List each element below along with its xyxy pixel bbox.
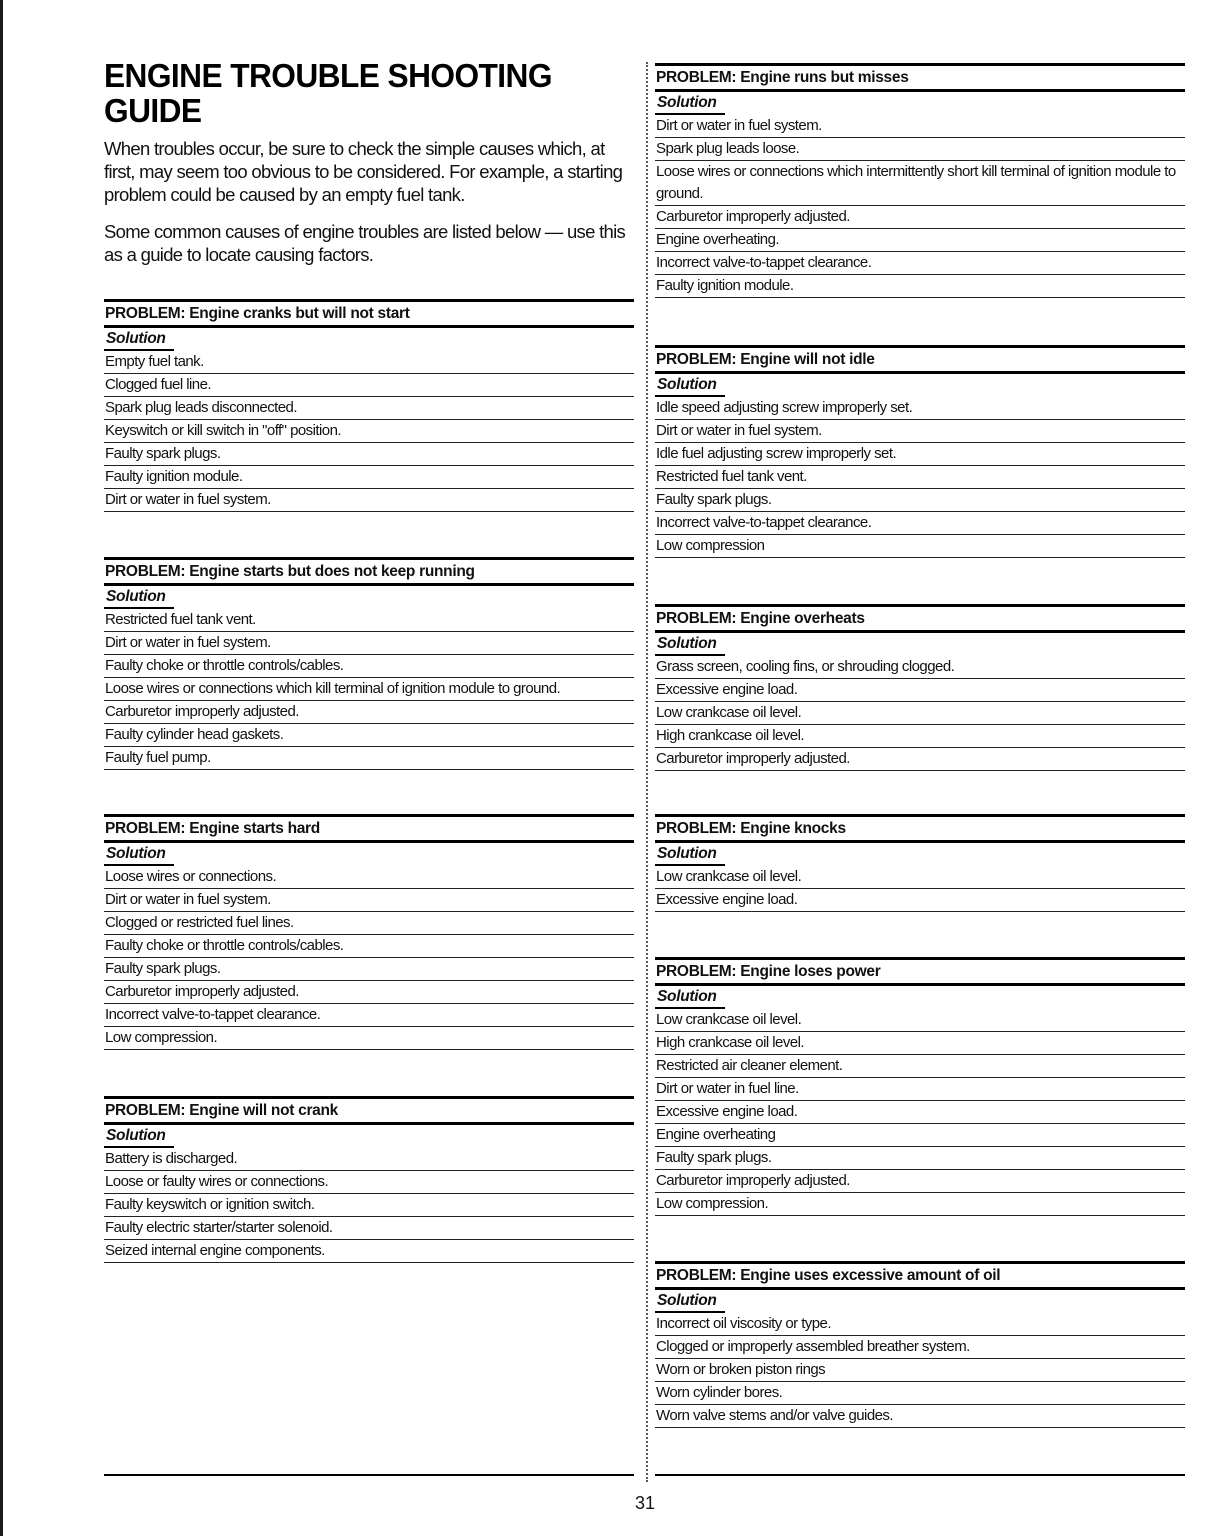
problem-section [655, 63, 1185, 298]
solution-item: Incorrect valve-to-tappet clearance. [655, 512, 1185, 535]
solution-label: Solution [655, 92, 725, 115]
solution-item: Idle fuel adjusting screw improperly set. [655, 443, 1185, 466]
solution-item: Carburetor improperly adjusted. [655, 206, 1185, 229]
solution-item: Keyswitch or kill switch in "off" position. [104, 420, 634, 443]
solution-item: Faulty fuel pump. [104, 747, 634, 770]
solution-item: Dirt or water in fuel line. [655, 1078, 1185, 1101]
problem-section [655, 1261, 1185, 1428]
solution-item: High crankcase oil level. [655, 1032, 1185, 1055]
page-number: 31 [634, 1493, 656, 1513]
solution-item: Idle speed adjusting screw improperly set. [655, 397, 1185, 420]
solution-item: Dirt or water in fuel system. [655, 115, 1185, 138]
footer-rule [655, 1474, 1185, 1476]
solution-item: Excessive engine load. [655, 679, 1185, 702]
solution-label: Solution [655, 843, 725, 866]
solution-item: Faulty spark plugs. [655, 489, 1185, 512]
solution-item: Worn cylinder bores. [655, 1382, 1185, 1405]
solution-item: Dirt or water in fuel system. [104, 632, 634, 655]
solution-item: Carburetor improperly adjusted. [655, 748, 1185, 771]
problem-section [104, 814, 634, 1050]
intro-paragraph: Some common causes of engine troubles are listed below — use this as a guide to locate causing factors. [104, 221, 626, 265]
solution-item: Restricted fuel tank vent. [104, 609, 634, 632]
footer-rule [104, 1474, 634, 1476]
problem-section [655, 604, 1185, 771]
solution-heading [655, 633, 1185, 656]
solution-item: Clogged or improperly assembled breather system. [655, 1336, 1185, 1359]
solution-item: Faulty spark plugs. [104, 443, 634, 466]
problem-section [104, 1096, 634, 1263]
problem-heading: PROBLEM: Engine knocks [655, 814, 1185, 843]
page-title: ENGINE TROUBLE SHOOTING GUIDE [104, 57, 552, 129]
problem-section [655, 814, 1185, 912]
problem-heading: PROBLEM: Engine runs but misses [655, 63, 1185, 92]
problem-heading: PROBLEM: Engine will not idle [655, 345, 1185, 374]
problem-section [655, 345, 1185, 558]
solution-item: Clogged fuel line. [104, 374, 634, 397]
solution-heading [104, 328, 634, 351]
solution-item: Worn valve stems and/or valve guides. [655, 1405, 1185, 1428]
solution-label: Solution [655, 986, 725, 1009]
solution-item: Faulty choke or throttle controls/cables. [104, 935, 634, 958]
solution-item: Low crankcase oil level. [655, 702, 1185, 725]
solution-item: Excessive engine load. [655, 1101, 1185, 1124]
solution-item: Faulty cylinder head gaskets. [104, 724, 634, 747]
solution-item: Empty fuel tank. [104, 351, 634, 374]
solution-item: Restricted air cleaner element. [655, 1055, 1185, 1078]
solution-label: Solution [655, 1290, 725, 1313]
solution-heading [655, 986, 1185, 1009]
solution-heading [655, 92, 1185, 115]
problem-section [104, 557, 634, 770]
solution-item: Loose or faulty wires or connections. [104, 1171, 634, 1194]
solution-item: Carburetor improperly adjusted. [104, 701, 634, 724]
column-divider [646, 62, 648, 1482]
solution-item: Carburetor improperly adjusted. [104, 981, 634, 1004]
solution-item: Low crankcase oil level. [655, 866, 1185, 889]
intro-paragraph: When troubles occur, be sure to check the simple causes which, at first, may seem too obvious to be considered. For example, a starting problem could be caused by an empty fuel tank. [104, 138, 623, 205]
problem-heading: PROBLEM: Engine starts but does not keep running [104, 557, 634, 586]
solution-item: Low compression. [104, 1027, 634, 1050]
solution-heading [655, 374, 1185, 397]
solution-label: Solution [104, 328, 174, 351]
solution-item: High crankcase oil level. [655, 725, 1185, 748]
solution-item: Loose wires or connections which kill terminal of ignition module to ground. [104, 678, 634, 701]
problem-heading: PROBLEM: Engine starts hard [104, 814, 634, 843]
solution-label: Solution [655, 374, 725, 397]
solution-item: Battery is discharged. [104, 1148, 634, 1171]
solution-item: Clogged or restricted fuel lines. [104, 912, 634, 935]
solution-item: Worn or broken piston rings [655, 1359, 1185, 1382]
solution-item: Dirt or water in fuel system. [655, 420, 1185, 443]
solution-item: Seized internal engine components. [104, 1240, 634, 1263]
solution-item: Loose wires or connections. [104, 866, 634, 889]
problem-heading: PROBLEM: Engine cranks but will not start [104, 299, 634, 328]
problem-section [655, 957, 1185, 1216]
solution-item: Faulty spark plugs. [104, 958, 634, 981]
solution-item: Faulty ignition module. [104, 466, 634, 489]
solution-heading [655, 843, 1185, 866]
problem-heading: PROBLEM: Engine loses power [655, 957, 1185, 986]
solution-item: Dirt or water in fuel system. [104, 889, 634, 912]
solution-label: Solution [104, 1125, 174, 1148]
solution-item: Spark plug leads loose. [655, 138, 1185, 161]
problem-heading: PROBLEM: Engine will not crank [104, 1096, 634, 1125]
solution-item: Faulty electric starter/starter solenoid. [104, 1217, 634, 1240]
scan-edge [0, 0, 3, 1536]
solution-item: Carburetor improperly adjusted. [655, 1170, 1185, 1193]
solution-item: Engine overheating. [655, 229, 1185, 252]
solution-item: Spark plug leads disconnected. [104, 397, 634, 420]
solution-label: Solution [104, 586, 174, 609]
solution-heading [104, 843, 634, 866]
problem-heading: PROBLEM: Engine overheats [655, 604, 1185, 633]
solution-item: Incorrect valve-to-tappet clearance. [104, 1004, 634, 1027]
solution-item: Low compression. [655, 1193, 1185, 1216]
solution-item: Incorrect valve-to-tappet clearance. [655, 252, 1185, 275]
solution-item: Dirt or water in fuel system. [104, 489, 634, 512]
solution-item: Restricted fuel tank vent. [655, 466, 1185, 489]
solution-item: Loose wires or connections which intermittently short kill terminal of ignition module to ground. [655, 161, 1185, 206]
solution-item: Faulty ignition module. [655, 275, 1185, 298]
solution-item: Grass screen, cooling fins, or shrouding clogged. [655, 656, 1185, 679]
solution-heading [655, 1290, 1185, 1313]
solution-item: Engine overheating [655, 1124, 1185, 1147]
solution-heading [104, 586, 634, 609]
solution-item: Excessive engine load. [655, 889, 1185, 912]
problem-heading: PROBLEM: Engine uses excessive amount of oil [655, 1261, 1185, 1290]
solution-item: Low compression [655, 535, 1185, 558]
solution-item: Faulty spark plugs. [655, 1147, 1185, 1170]
solution-item: Faulty choke or throttle controls/cables. [104, 655, 634, 678]
solution-item: Faulty keyswitch or ignition switch. [104, 1194, 634, 1217]
solution-heading [104, 1125, 634, 1148]
solution-item: Incorrect oil viscosity or type. [655, 1313, 1185, 1336]
solution-label: Solution [655, 633, 725, 656]
problem-section [104, 299, 634, 512]
solution-label: Solution [104, 843, 174, 866]
solution-item: Low crankcase oil level. [655, 1009, 1185, 1032]
